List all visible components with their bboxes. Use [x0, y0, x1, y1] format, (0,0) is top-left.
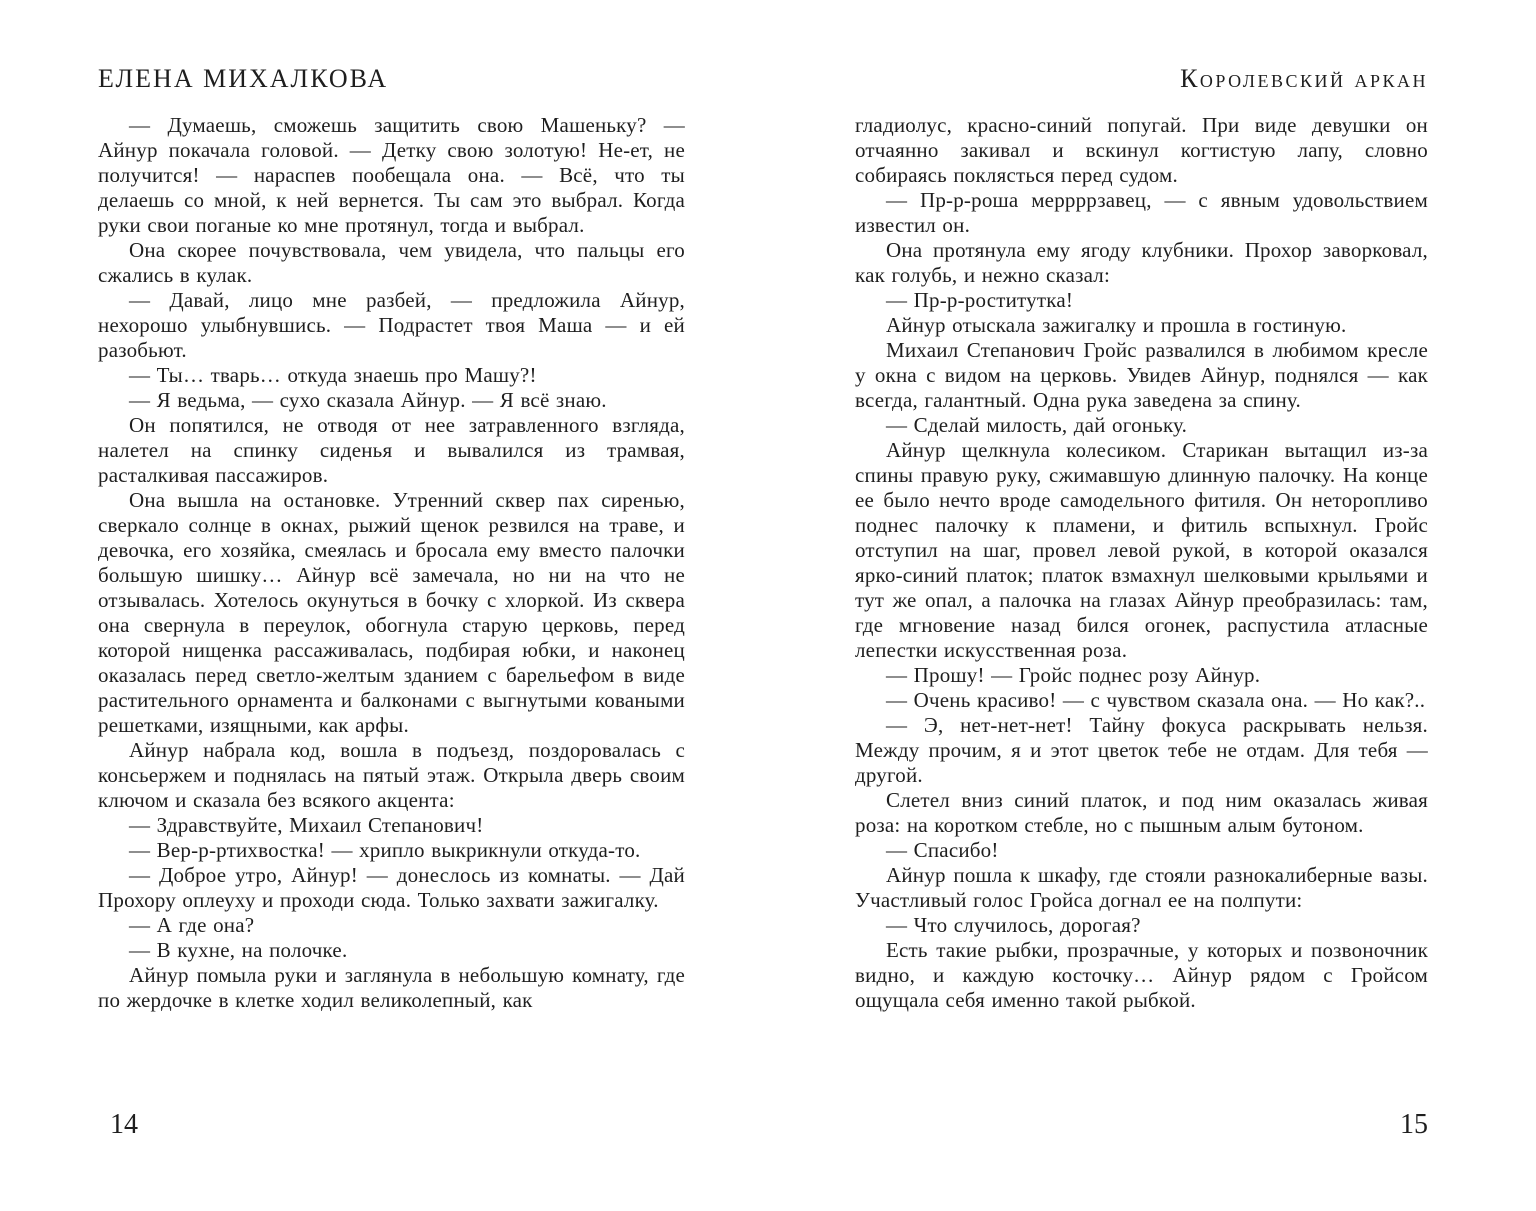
paragraph: — Ты… тварь… откуда знаешь про Машу?!	[129, 363, 537, 387]
paragraph: Айнур отыскала зажигалку и прошла в гостиную.	[886, 313, 1347, 337]
paragraph: — Спасибо!	[886, 838, 999, 862]
paragraph: Михаил Степанович Гройс развалился в любимом кресле у окна с видом на церковь. Увидев Айнур, поднялся — как всегда, галантный. Одна рука заведена за спину.	[855, 338, 1428, 412]
left-page-body	[98, 113, 685, 1013]
paragraph: — Я ведьма, — сухо сказала Айнур. — Я всё знаю.	[129, 388, 607, 412]
paragraph: — Доброе утро, Айнур! — донеслось из комнаты. — Дай Прохору оплеуху и проходи сюда. Только захвати зажигалку.	[98, 863, 685, 912]
paragraph: Айнур помыла руки и заглянула в небольшую комнату, где по жердочке в клетке ходил великолепный, как	[98, 963, 685, 1012]
paragraph: — Здравствуйте, Михаил Степанович!	[129, 813, 484, 837]
paragraph: — Очень красиво! — с чувством сказала она. — Но как?..	[886, 688, 1426, 712]
paragraph: — Пр-р-роша меррррзавец, — с явным удовольствием известил он.	[855, 188, 1428, 237]
paragraph: Айнур набрала код, вошла в подъезд, поздоровалась с консьержем и поднялась на пятый этаж. Открыла дверь своим ключом и сказала без всякого акцента:	[98, 738, 685, 812]
paragraph: — В кухне, на полочке.	[129, 938, 348, 962]
paragraph: Есть такие рыбки, прозрачные, у которых и позвоночник видно, и каждую косточку… Айнур рядом с Гройсом ощущала себя именно такой рыбкой.	[855, 938, 1428, 1012]
paragraph: — Сделай милость, дай огоньку.	[886, 413, 1188, 437]
paragraph: — Э, нет-нет-нет! Тайну фокуса раскрывать нельзя. Между прочим, я и этот цветок тебе не отдам. Для тебя — другой.	[855, 713, 1428, 787]
right-page-number: 15	[1400, 1109, 1428, 1140]
paragraph: — А где она?	[129, 913, 255, 937]
paragraph: Она скорее почувствовала, чем увидела, что пальцы его сжались в кулак.	[98, 238, 685, 287]
paragraph: — Вер-р-ртихвостка! — хрипло выкрикнули откуда-то.	[129, 838, 641, 862]
paragraph: Айнур щелкнула колесиком. Старикан вытащил из-за спины правую руку, сжимавшую длинную палочку. На конце ее было нечто вроде самодельного фитиля. Он неторопливо поднес палочку к пламени, и фитиль вспыхнул. Гройс отступил на шаг, провел левой рукой, в которой оказался ярко-синий платок; платок взмахнул шелковыми крыльями и тут же опал, а палочка на глазах Айнур преобразилась: там, где мгновение назад бился огонек, распустила атласные лепестки искусственная роза.	[855, 438, 1428, 662]
paragraph: Айнур пошла к шкафу, где стояли разнокалиберные вазы. Участливый голос Гройса догнал ее на полпути:	[855, 863, 1428, 912]
paragraph: — Что случилось, дорогая?	[886, 913, 1141, 937]
paragraph: — Пр-р-роститутка!	[886, 288, 1074, 312]
right-running-header: Королевский аркан	[1180, 64, 1428, 93]
left-page-number: 14	[110, 1109, 138, 1140]
right-page-body	[855, 113, 1428, 1013]
left-running-header: ЕЛЕНА МИХАЛКОВА	[98, 64, 389, 93]
paragraph: Она протянула ему ягоду клубники. Прохор заворковал, как голубь, и нежно сказал:	[855, 238, 1428, 287]
paragraph: — Прошу! — Гройс поднес розу Айнур.	[886, 663, 1261, 687]
paragraph: Он попятился, не отводя от нее затравленного взгляда, налетел на спинку сиденья и вывалился из трамвая, расталкивая пассажиров.	[98, 413, 685, 487]
paragraph: гладиолус, красно-синий попугай. При виде девушки он отчаянно закивал и вскинул когтистую лапу, словно собираясь поклясться перед судом.	[855, 113, 1428, 187]
paragraph: Она вышла на остановке. Утренний сквер пах сиренью, сверкало солнце в окнах, рыжий щенок резвился на траве, и девочка, его хозяйка, смеялась и бросала ему вместо палочки большую шишку… Айнур всё замечала, но ни на что не отзывалась. Хотелось окунуться в бочку с хлоркой. Из сквера она свернула в переулок, обогнула старую церковь, перед которой нищенка рассаживалась, подбирая юбки, и наконец оказалась перед светло-желтым зданием с барельефом в виде растительного орнамента и балконами с выгнутыми коваными решетками, изящными, как арфы.	[98, 488, 685, 737]
paragraph: — Думаешь, сможешь защитить свою Машеньку? — Айнур покачала головой. — Детку свою золотую! Не-ет, не получится! — нараспев пообещала она. — Всё, что ты делаешь со мной, к ней вернется. Ты сам это выбрал. Когда руки свои поганые ко мне протянул, тогда и выбрал.	[98, 113, 685, 237]
paragraph: — Давай, лицо мне разбей, — предложила Айнур, нехорошо улыбнувшись. — Подрастет твоя Маша — и ей разобьют.	[98, 288, 685, 362]
paragraph: Слетел вниз синий платок, и под ним оказалась живая роза: на коротком стебле, но с пышным алым бутоном.	[855, 788, 1428, 837]
